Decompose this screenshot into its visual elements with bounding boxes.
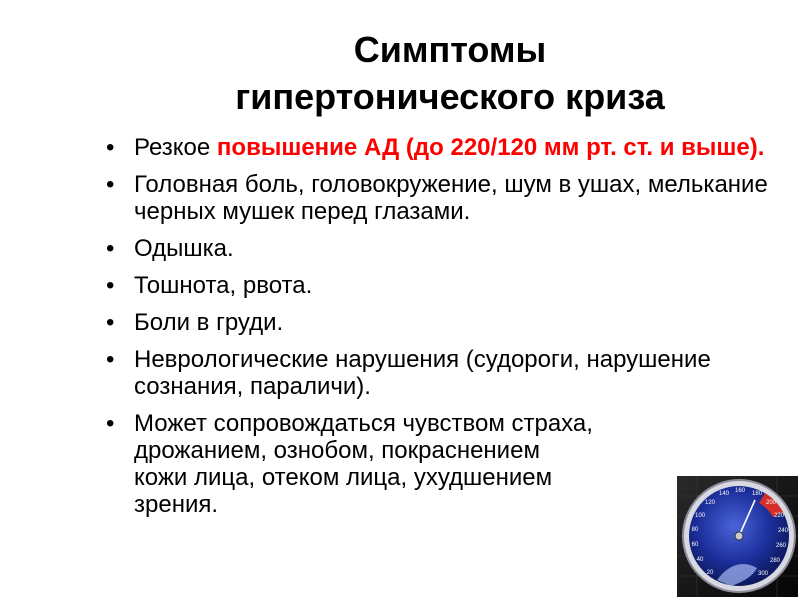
svg-text:180: 180 (751, 491, 763, 497)
bullet-icon: • (106, 235, 115, 262)
blood-pressure-gauge-icon (677, 476, 798, 597)
title-line-1: Симптомы (353, 29, 547, 70)
svg-text:300: 300 (757, 571, 769, 577)
svg-text:60: 60 (691, 542, 699, 548)
svg-text:280: 280 (769, 558, 781, 564)
accompanying-line-2: дрожанием, ознобом, покраснением (134, 437, 540, 464)
svg-text:80: 80 (691, 527, 699, 533)
svg-text:140: 140 (718, 491, 730, 497)
svg-text:260: 260 (775, 543, 787, 549)
bullet-icon: • (106, 346, 115, 373)
dyspnea-text: Одышка. (134, 235, 234, 262)
svg-text:200: 200 (765, 500, 777, 506)
headache-text: Головная боль, головокружение, шум в ушах, мелькание черных мушек перед глазами. (134, 171, 768, 225)
list-item-dyspnea (106, 235, 796, 262)
list-item-pressure (106, 134, 796, 161)
list-item-headache (106, 171, 796, 225)
bullet-icon: • (106, 134, 115, 161)
bullet-icon: • (106, 309, 115, 336)
svg-text:40: 40 (696, 557, 704, 563)
gauge-graphic (677, 476, 798, 597)
chest-pain-text: Боли в груди. (134, 309, 284, 336)
bullet-icon: • (106, 171, 115, 198)
pressure-highlight: повышение АД (до 220/120 мм рт. ст. и выше). (216, 134, 765, 161)
nausea-text: Тошнота, рвота. (134, 272, 313, 299)
svg-text:120: 120 (704, 500, 716, 506)
pressure-prefix: Резкое (134, 134, 217, 161)
bullet-icon: • (106, 272, 115, 299)
svg-text:100: 100 (694, 513, 706, 519)
title-line-2: гипертонического криза (235, 76, 665, 117)
slide-title (100, 26, 800, 120)
bullet-icon: • (106, 410, 115, 437)
svg-text:20: 20 (706, 570, 714, 576)
accompanying-line-4: зрения. (134, 491, 219, 518)
symptom-list (106, 134, 796, 528)
accompanying-line-3: кожи лица, отеком лица, ухудшением (134, 464, 553, 491)
svg-text:240: 240 (777, 528, 789, 534)
accompanying-line-1: Может сопровождаться чувством страха, (134, 410, 593, 437)
svg-text:160: 160 (734, 488, 746, 494)
list-item-neurological (106, 346, 796, 400)
list-item-nausea (106, 272, 796, 299)
list-item-chest-pain (106, 309, 796, 336)
svg-text:220: 220 (773, 513, 785, 519)
neurological-text: Неврологические нарушения (судороги, нарушение сознания, параличи). (134, 346, 711, 400)
